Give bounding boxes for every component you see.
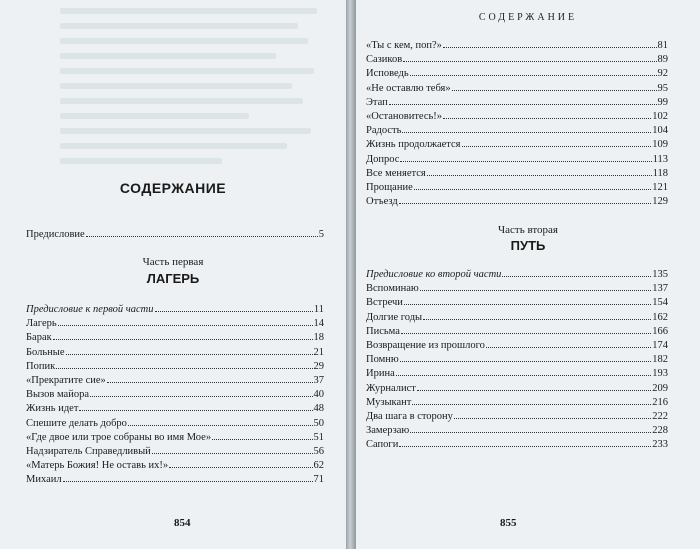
toc-entry xyxy=(366,82,668,96)
toc-entry-title: Замерзаю xyxy=(366,425,410,437)
toc-entry xyxy=(366,167,668,181)
toc-entry-page: 216 xyxy=(652,396,668,408)
toc-preface-list xyxy=(26,228,324,242)
toc-entry-title: Помню xyxy=(366,354,399,366)
toc-entry-page: 137 xyxy=(652,283,668,295)
part-two-label: Часть вторая xyxy=(497,224,558,236)
toc-entry-page: 50 xyxy=(313,417,324,429)
dot-leader xyxy=(63,481,313,482)
toc-entry xyxy=(26,459,324,473)
running-head: СОДЕРЖАНИЕ xyxy=(478,12,578,23)
toc-entry-title: Исповедь xyxy=(366,68,409,80)
part-one-title: ЛАГЕРЬ xyxy=(146,271,200,286)
part-two-title: ПУТЬ xyxy=(510,238,546,253)
dot-leader xyxy=(53,339,313,340)
dot-leader xyxy=(443,118,651,119)
dot-leader xyxy=(155,311,313,312)
dot-leader xyxy=(414,189,652,190)
toc-entry xyxy=(26,317,324,331)
toc-entry xyxy=(26,331,324,345)
toc-entry xyxy=(366,53,668,67)
dot-leader xyxy=(462,146,652,147)
dot-leader xyxy=(79,410,312,411)
toc-entry-title: Больные xyxy=(26,346,65,358)
dot-leader xyxy=(427,175,652,176)
toc-entry-title: Лагерь xyxy=(26,318,57,330)
dot-leader xyxy=(502,276,651,277)
toc-entry-title: Вызов майора xyxy=(26,389,89,401)
toc-entry-title: Прощание xyxy=(366,181,413,193)
left-page xyxy=(0,0,346,549)
dot-leader xyxy=(128,425,313,426)
toc-entry xyxy=(366,138,668,152)
toc-entry-page: 18 xyxy=(313,332,324,344)
toc-entry-title: Письма xyxy=(366,325,400,337)
toc-title: СОДЕРЖАНИЕ xyxy=(119,180,227,196)
toc-entry-title: «Ты с кем, поп?» xyxy=(366,40,442,51)
toc-entry xyxy=(26,431,324,445)
toc-entry-page: 14 xyxy=(313,318,324,330)
toc-entry xyxy=(366,325,668,339)
toc-entry xyxy=(26,360,324,374)
toc-entry xyxy=(366,110,668,124)
dot-leader xyxy=(417,390,651,391)
toc-entry-title: Михаил xyxy=(26,474,62,486)
toc-entry-page: 162 xyxy=(652,311,668,323)
toc-entry-page: 228 xyxy=(652,425,668,437)
dot-leader xyxy=(443,47,657,48)
toc-entry-title: Надзиратель Справедливый xyxy=(26,445,151,457)
bleed-through-text xyxy=(60,8,330,208)
dot-leader xyxy=(410,75,657,76)
page-number-left: 854 xyxy=(174,517,191,529)
toc-entry-title: Радость xyxy=(366,125,402,137)
toc-entry-title: Предисловие xyxy=(26,229,85,240)
dot-leader xyxy=(212,439,312,440)
toc-entry-page: 154 xyxy=(652,297,668,309)
toc-entry-page: 121 xyxy=(652,181,668,193)
toc-entry-page: 5 xyxy=(318,229,324,240)
toc-entry xyxy=(26,374,324,388)
toc-entry-title: Встречи xyxy=(366,297,403,309)
toc-entry-page: 182 xyxy=(652,354,668,366)
toc-entry-title: «Не оставлю тебя» xyxy=(366,82,451,94)
dot-leader xyxy=(66,354,313,355)
toc-entry xyxy=(26,303,324,317)
dot-leader xyxy=(452,90,657,91)
toc-entry-title: Спешите делать добро xyxy=(26,417,127,429)
toc-entry-page: 40 xyxy=(313,389,324,401)
dot-leader xyxy=(404,304,651,305)
page-number-right: 855 xyxy=(500,517,517,529)
toc-entry-page: 174 xyxy=(652,339,668,351)
toc-entry xyxy=(26,417,324,431)
toc-entry-page: 89 xyxy=(657,54,668,66)
toc-entry-title: Возвращение из прошлого xyxy=(366,339,485,351)
dot-leader xyxy=(152,453,313,454)
toc-entry xyxy=(366,268,668,282)
toc-entry-page: 99 xyxy=(657,96,668,108)
toc-entry xyxy=(366,424,668,438)
toc-entry-page: 113 xyxy=(652,153,668,165)
toc-entry-title: Два шага в сторону xyxy=(366,410,453,422)
dot-leader xyxy=(410,432,651,433)
toc-entry xyxy=(366,181,668,195)
dot-leader xyxy=(423,319,651,320)
toc-entry xyxy=(366,367,668,381)
dot-leader xyxy=(401,333,651,334)
toc-entry-title: Журналист xyxy=(366,382,416,394)
toc-entry xyxy=(26,388,324,402)
toc-entry-title: Музыкант xyxy=(366,396,412,408)
toc-entry-page: 56 xyxy=(313,445,324,457)
toc-entry-title: «Матерь Божия! Не оставь их!» xyxy=(26,460,169,472)
toc-entry xyxy=(366,195,668,209)
toc-entry-page: 209 xyxy=(652,382,668,394)
dot-leader xyxy=(402,132,651,133)
right-page xyxy=(356,0,700,549)
dot-leader xyxy=(86,236,318,237)
dot-leader xyxy=(420,290,652,291)
toc-entry-title: Отъезд xyxy=(366,196,398,208)
dot-leader xyxy=(399,446,651,447)
toc-entry xyxy=(366,282,668,296)
toc-entry-page: 166 xyxy=(652,325,668,337)
toc-entry xyxy=(26,402,324,416)
toc-entry-title: Ирина xyxy=(366,368,395,380)
toc-entry-page: 11 xyxy=(313,304,324,315)
toc-entry-title: Сапоги xyxy=(366,439,399,451)
toc-entry-page: 104 xyxy=(652,125,668,137)
toc-entry xyxy=(366,124,668,138)
toc-entry xyxy=(366,311,668,325)
toc-entry-title: «Где двое или трое собраны во имя Мое» xyxy=(26,431,212,443)
dot-leader xyxy=(169,467,312,468)
toc-entry-title: Предисловие ко второй части xyxy=(366,269,502,280)
toc-entry xyxy=(366,410,668,424)
toc-entry xyxy=(366,438,668,452)
toc-entry-title: Жизнь продолжается xyxy=(366,139,461,151)
toc-entry-title: Барак xyxy=(26,332,52,344)
toc-entry-title: Все меняется xyxy=(366,167,426,179)
dot-leader xyxy=(389,104,657,105)
toc-entry-page: 81 xyxy=(657,40,668,51)
toc-entry xyxy=(366,382,668,396)
toc-entry-page: 193 xyxy=(652,368,668,380)
part-one-label: Часть первая xyxy=(142,256,204,268)
dot-leader xyxy=(396,375,652,376)
toc-entry-title: Допрос xyxy=(366,153,400,165)
toc-entry-title: Сазиков xyxy=(366,54,403,66)
toc-entry-page: 92 xyxy=(657,68,668,80)
toc-entry-page: 233 xyxy=(652,439,668,451)
toc-entry xyxy=(366,353,668,367)
toc-entry-page: 129 xyxy=(652,196,668,208)
toc-entry-page: 62 xyxy=(313,460,324,472)
toc-entry xyxy=(26,346,324,360)
toc-entry-title: Жизнь идет xyxy=(26,403,79,415)
dot-leader xyxy=(412,404,651,405)
dot-leader xyxy=(486,347,651,348)
toc-entry xyxy=(366,153,668,167)
toc-entry-title: Вспоминаю xyxy=(366,283,419,295)
toc-part-two-list xyxy=(366,268,668,452)
dot-leader xyxy=(56,368,312,369)
toc-entry xyxy=(26,473,324,487)
dot-leader xyxy=(400,161,651,162)
toc-entry xyxy=(366,396,668,410)
dot-leader xyxy=(90,396,313,397)
toc-part-one-continued-list xyxy=(366,39,668,209)
toc-entry-page: 118 xyxy=(652,167,668,179)
toc-entry-page: 71 xyxy=(313,474,324,486)
dot-leader xyxy=(454,418,651,419)
toc-entry-page: 109 xyxy=(652,139,668,151)
toc-entry-page: 95 xyxy=(657,82,668,94)
toc-entry-page: 21 xyxy=(313,346,324,358)
dot-leader xyxy=(400,361,652,362)
toc-entry-page: 135 xyxy=(652,269,668,280)
toc-entry xyxy=(366,39,668,53)
toc-entry-page: 29 xyxy=(313,360,324,372)
toc-entry-page: 222 xyxy=(652,410,668,422)
toc-entry-title: Долгие годы xyxy=(366,311,423,323)
toc-entry xyxy=(366,339,668,353)
toc-entry-title: Попик xyxy=(26,360,56,372)
toc-entry xyxy=(26,445,324,459)
toc-entry-page: 37 xyxy=(313,374,324,386)
toc-entry xyxy=(366,96,668,110)
toc-entry xyxy=(366,296,668,310)
toc-entry-page: 48 xyxy=(313,403,324,415)
toc-entry-title: Предисловие к первой части xyxy=(26,304,154,315)
toc-entry-title: «Остановитесь!» xyxy=(366,110,443,122)
toc-entry-title: «Прекратите сие» xyxy=(26,374,106,386)
toc-entry xyxy=(26,228,324,242)
toc-entry-page: 102 xyxy=(652,110,668,122)
toc-part-one-list xyxy=(26,303,324,487)
dot-leader xyxy=(403,61,656,62)
toc-entry-title: Этап xyxy=(366,96,388,108)
dot-leader xyxy=(58,325,313,326)
dot-leader xyxy=(107,382,313,383)
book-gutter xyxy=(346,0,356,549)
dot-leader xyxy=(399,203,652,204)
toc-entry-page: 51 xyxy=(313,431,324,443)
toc-entry xyxy=(366,67,668,81)
